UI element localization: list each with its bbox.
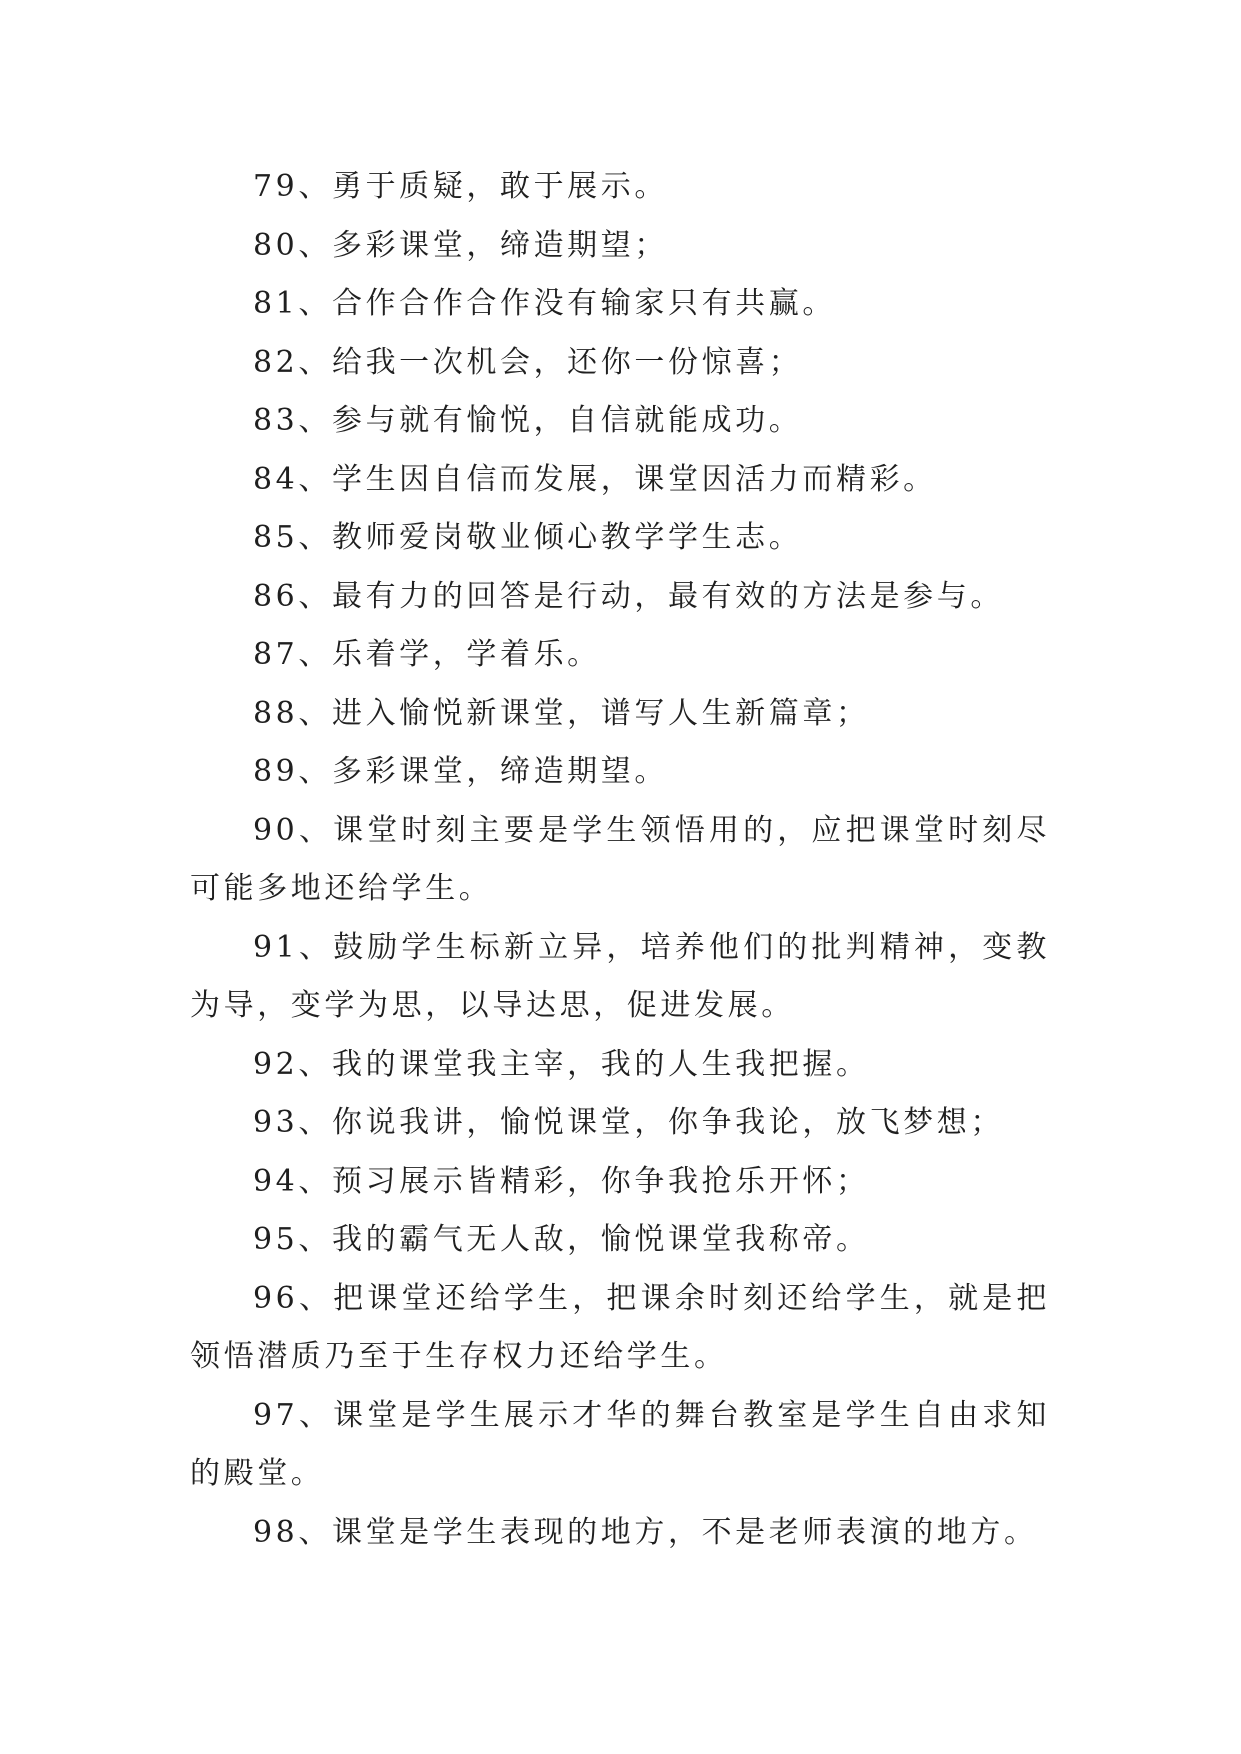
slogan-92: 92、我的课堂我主宰，我的人生我把握。 (253, 1046, 870, 1082)
slogan-95: 95、我的霸气无人敌，愉悦课堂我称帝。 (253, 1222, 870, 1257)
slogan-91: 91、鼓励学生标新立异，培养他们的批判精神，变教为导，变学为思，以导达思，促进发展。 (190, 929, 1050, 1023)
slogan-94: 94、预习展示皆精彩，你争我抢乐开怀； (253, 1163, 870, 1199)
slogan-83: 83、参与就有愉悦，自信就能成功。 (253, 403, 803, 438)
slogan-82: 82、给我一次机会，还你一份惊喜； (253, 344, 803, 380)
slogan-80: 80、多彩课堂，缔造期望； (253, 227, 668, 263)
slogan-79: 79、勇于质疑，敢于展示。 (253, 169, 668, 204)
document-body (190, 158, 1050, 1562)
slogan-87: 87、乐着学，学着乐。 (253, 637, 601, 672)
slogan-90: 90、课堂时刻主要是学生领悟用的，应把课堂时刻尽可能多地还给学生。 (190, 812, 1050, 906)
slogan-85: 85、教师爱岗敬业倾心教学学生志。 (253, 520, 803, 555)
slogan-98: 98、课堂是学生表现的地方，不是老师表演的地方。 (253, 1514, 1038, 1550)
slogan-97: 97、课堂是学生展示才华的舞台教室是学生自由求知的殿堂。 (190, 1397, 1050, 1491)
slogan-96: 96、把课堂还给学生，把课余时刻还给学生，就是把领悟潜质乃至于生存权力还给学生。 (190, 1280, 1050, 1374)
slogan-89: 89、多彩课堂，缔造期望。 (253, 754, 668, 789)
slogan-93: 93、你说我讲，愉悦课堂，你争我论，放飞梦想； (253, 1105, 1004, 1140)
slogan-88: 88、进入愉悦新课堂，谱写人生新篇章； (253, 695, 870, 731)
slogan-84: 84、学生因自信而发展，课堂因活力而精彩。 (253, 461, 937, 497)
slogan-81: 81、合作合作合作没有输家只有共赢。 (253, 286, 836, 321)
slogan-86: 86、最有力的回答是行动，最有效的方法是参与。 (253, 578, 1004, 614)
